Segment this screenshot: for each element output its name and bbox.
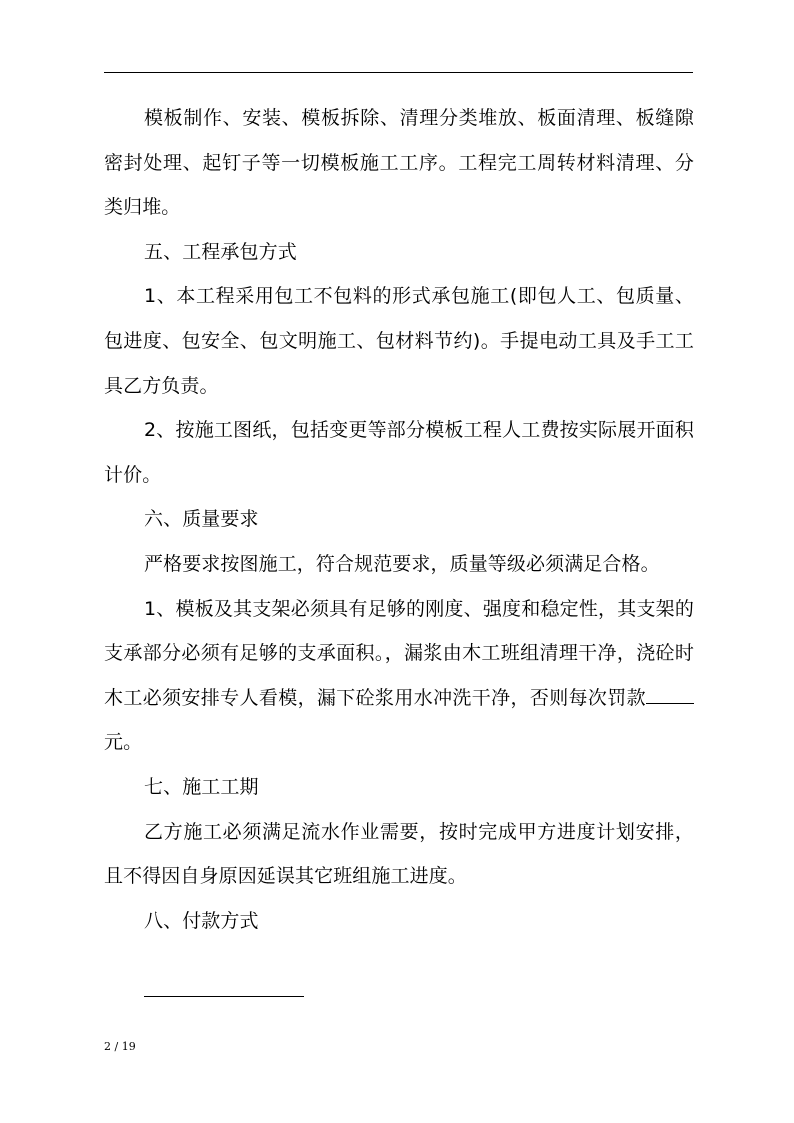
- paragraph-schedule-requirement: 乙方施工必须满足流水作业需要，按时完成甲方进度计划安排，且不得因自身原因延误其它班组施工进度。: [104, 820, 694, 888]
- page-number: 2 / 19: [104, 1040, 136, 1053]
- paragraph-construction-scope: 模板制作、安装、模板拆除、清理分类堆放、板面清理、板缝隙密封处理、起钉子等一切模板施工工序。工程完工周转材料清理、分类归堆。: [104, 107, 694, 219]
- document-body: [104, 96, 694, 943]
- paragraph-labor-cost-basis: 2、按施工图纸，包括变更等部分模板工程人工费按实际展开面积计价。: [104, 419, 694, 486]
- formwork-support-text: 1、模板及其支架必须具有足够的刚度、强度和稳定性，其支架的支承部分必须有足够的支承面积。，漏浆由木工班组清理干净，浇砼时木工必须安排专人看模，漏下砼浆用水冲洗干净，否则每次罚款: [104, 597, 694, 709]
- fine-unit-text: 元。: [104, 731, 143, 754]
- paragraph-labor-only-contract: 1、本工程采用包工不包料的形式承包施工(即包人工、包质量、包进度、包安全、包文明施工、包材料节约)。手提电动工具及手工工具乙方负责。: [104, 285, 694, 397]
- paragraph-formwork-support: [104, 587, 694, 765]
- heading-construction-period: 七、施工工期: [144, 775, 259, 798]
- heading-contract-method: 五、工程承包方式: [144, 240, 297, 263]
- header-rule: [104, 72, 693, 73]
- heading-quality-requirements: 六、质量要求: [144, 508, 259, 531]
- paragraph-quality-standard: 严格要求按图施工，符合规范要求，质量等级必须满足合格。: [144, 552, 660, 575]
- fine-amount-blank: [646, 687, 694, 704]
- heading-payment-method: 八、付款方式: [144, 909, 259, 932]
- payment-method-blank-line: [144, 996, 304, 997]
